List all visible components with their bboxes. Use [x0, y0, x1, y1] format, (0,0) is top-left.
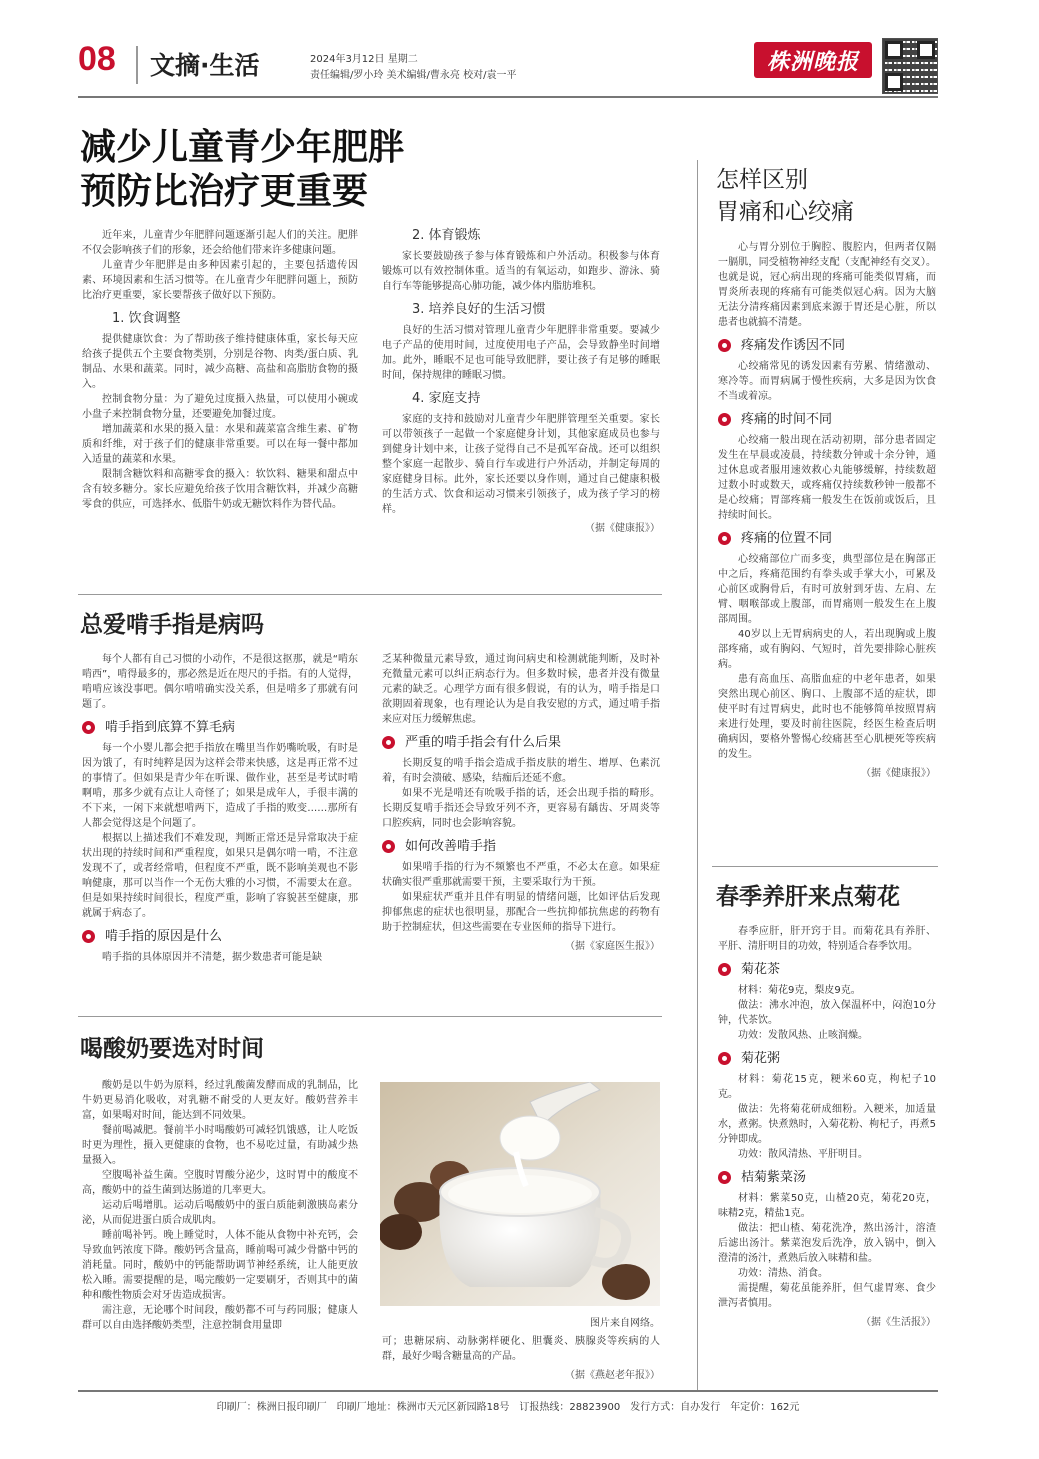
- red-bullet-icon: [718, 1171, 731, 1184]
- footer-info: 印刷厂：株洲日报印刷厂 印刷厂地址：株洲市天元区新园路18号 订报热线：28823900 发行方式：自办发行 年定价：162元: [216, 1402, 800, 1413]
- red-bullet-icon: [718, 339, 731, 352]
- body-paragraph: 做法：先将菊花研成细粉。入粳米，加适量水，煮粥。快煮熟时，入菊花粉、枸杞子，再煮5分钟即成。: [718, 1104, 936, 1145]
- body-paragraph: 需提醒，菊花虽能养肝，但气虚胃寒、食少泄泻者慎用。: [718, 1283, 936, 1309]
- article4-body: [718, 240, 936, 781]
- body-paragraph: 患有高血压、高脂血症的中老年患者，如果突然出现心前区、胸口、上腹部不适的症状，即使平时有过胃病史，此时也不能够简单按照胃病来进行处理，要及时前往医院，经医生检查后明确病因，要格外警惕心绞痛甚至心肌梗死等疾病的发生。: [718, 674, 936, 760]
- subheading: 疼痛的位置不同: [718, 531, 936, 546]
- body-paragraph: 心绞痛一般出现在活动初期，部分患者固定发生在早晨或凌晨，持续数分钟或十余分钟，通过休息或者服用速效救心丸能够缓解，持续数超过数小时或数天，或疼痛仅持续数秒钟一般都不是心绞痛；胃部疼痛一般发生在饭前或饭后，且持续时间长。: [718, 435, 936, 521]
- red-bullet-icon: [718, 963, 731, 976]
- body-paragraph: 心与胃分别位于胸腔、腹腔内，但两者仅隔一膈肌，同受植物神经支配（支配神经有交叉）。也就是说，冠心病出现的疼痛可能类似胃痛，而胃炎所表现的疼痛有可能类似冠心病。因为大脑无法分清疼痛因素到底来源于胃还是心脏，所以患者也就搞不清楚。: [718, 242, 936, 328]
- body-paragraph: 如果啃手指的行为不频繁也不严重，不必太在意。如果症状确实很严重那就需要干预，主要采取行为干预。: [382, 862, 660, 888]
- column-divider: [697, 160, 698, 1390]
- main-article-col2: [382, 226, 660, 536]
- main-title-line2: 预防比治疗更重要: [80, 171, 369, 212]
- body-paragraph: 提供健康饮食：为了帮助孩子维持健康体重，家长每天应给孩子提供五个主要食物类别，分别是谷物、肉类/蛋白质、乳制品、水果和蔬菜。同时，减少高糖、高盐和高脂肪食物的摄入。: [82, 334, 358, 390]
- editors-line: 责任编辑/罗小玲 美术编辑/曹永亮 校对/袁一平: [310, 70, 517, 81]
- body-paragraph: 需注意，无论哪个时间段，酸奶都不可与药同服；健康人群可以自由选择酸奶类型，注意控制食用量即: [82, 1305, 358, 1331]
- subheading: 啃手指的原因是什么: [82, 929, 358, 944]
- photo-caption: 图片来自网络。: [590, 1318, 660, 1329]
- body-paragraph: 材料：菊花9克，梨皮9克。: [738, 985, 861, 996]
- subheading: 疼痛发作诱因不同: [718, 338, 936, 353]
- body-paragraph: 运动后喝增肌。运动后喝酸奶中的蛋白质能刺激胰岛素分泌，从而促进蛋白质合成肌肉。: [82, 1200, 358, 1226]
- body-paragraph: 控制食物分量：为了避免过度摄入热量，可以使用小碗或小盘子来控制食物分量，还要避免加餐过度。: [82, 394, 358, 420]
- article4-title-line1: 怎样区别: [716, 167, 808, 193]
- header-divider: [136, 46, 138, 84]
- subheading: 菊花粥: [718, 1051, 936, 1066]
- subheading: 啃手指到底算不算毛病: [82, 720, 358, 735]
- body-paragraph: 酸奶是以牛奶为原料，经过乳酸菌发酵而成的乳制品，比牛奶更易消化吸收，对乳糖不耐受的人更友好。酸奶营养丰富，如果喝对时间，能达到不同效果。: [82, 1080, 358, 1121]
- red-bullet-icon: [82, 930, 95, 943]
- intro-paragraph: 儿童青少年肥胖是由多种因素引起的，主要包括遗传因素、环境因素和生活习惯等。在儿童青少年肥胖问题上，预防比治疗更重要，家长要帮孩子做好以下预防。: [82, 260, 358, 301]
- article5-title: 春季养肝来点菊花: [716, 884, 900, 910]
- body-paragraph: 睡前喝补钙。晚上睡觉时，人体不能从食物中补充钙，会导致血钙浓度下降。酸奶钙含量高，睡前喝可减少骨骼中钙的消耗量。同时，酸奶中的钙能帮助调节神经系统，让人能更放松入睡。需要提醒的是，喝完酸奶一定要刷牙，否则其中的菌种和酸性物质会对牙齿造成损害。: [82, 1230, 358, 1301]
- main-title-line1: 减少儿童青少年肥胖: [80, 127, 405, 168]
- body-paragraph: 心绞痛部位广而多变，典型部位是在胸部正中之后，疼痛范围约有拳头或手掌大小，可累及心前区或胸骨后，有时可放射到牙齿、左肩、左臂、咽喉部或上腹部，而胃痛则一般发生在上腹部周围。: [718, 554, 936, 625]
- body-paragraph: 如果症状严重并且伴有明显的情绪问题，比如评估后发现抑郁焦虑的症状也很明显，那配合一些抗抑郁抗焦虑的药物有助于控制症状，但这些需要在专业医师的指导下进行。: [382, 892, 660, 933]
- section-heading: 1. 饮食调整: [112, 311, 181, 326]
- red-bullet-icon: [718, 1052, 731, 1065]
- page-number: 08: [78, 40, 116, 78]
- body-paragraph: 材料：紫菜50克，山楂20克，菊花20克，味精2克，精盐1克。: [718, 1193, 936, 1219]
- body-paragraph: 做法：把山楂、菊花洗净，熬出汤汁，溶渣后滤出汤汁。紫菜泡发后洗净，放入锅中，倒入澄清的汤汁，煮熟后放入味精和盐。: [718, 1223, 936, 1264]
- footer-rule: [78, 1390, 938, 1392]
- article-source: （据《家庭医生报》）: [565, 941, 660, 952]
- body-paragraph: 根据以上描述我们不难发现，判断正常还是异常取决于症状出现的持续时间和严重程度，如果只是偶尔啃一啃，不注意发现不了，或者经常啃，但程度不严重，既不影响美观也不影响健康，那可以当作一个无伤大雅的小习惯，不需要太在意。但是如果持续时间很长，程度严重，影响了容貌甚至健康，那就属于病态了。: [82, 833, 358, 919]
- body-paragraph: 良好的生活习惯对管理儿童青少年肥胖非常重要。要减少电子产品的使用时间，过度使用电子产品，会导致静坐时间增加。此外，睡眠不足也可能导致肥胖，要让孩子有足够的睡眠时间，保持规律的睡眠习惯。: [382, 325, 660, 381]
- subheading: 桔菊紫菜汤: [718, 1170, 936, 1185]
- body-paragraph: 做法：沸水冲泡，放入保温杯中，闷泡10分钟，代茶饮。: [718, 1000, 936, 1026]
- subheading: 疼痛的时间不同: [718, 412, 936, 427]
- body-paragraph: 功效：散风清热、平肝明目。: [738, 1149, 868, 1160]
- yogurt-photo: [380, 1082, 660, 1306]
- article-source: （据《生活报》）: [861, 1317, 936, 1328]
- article-source: （据《燕赵老年报》）: [565, 1370, 660, 1381]
- section-heading: 4. 家庭支持: [412, 391, 481, 406]
- subheading: 严重的啃手指会有什么后果: [382, 735, 660, 750]
- red-bullet-icon: [718, 413, 731, 426]
- column-rule: [78, 594, 662, 595]
- body-paragraph: 空腹喝补益生菌。空腹时胃酸分泌少，这时胃中的酸度不高，酸奶中的益生菌到达肠道的几率更大。: [82, 1170, 358, 1196]
- section-heading: 3. 培养良好的生活习惯: [412, 302, 546, 317]
- article2-col2: [382, 652, 660, 954]
- article-source: （据《健康报》）: [861, 768, 936, 779]
- issue-date: 2024年3月12日 星期二: [310, 54, 418, 65]
- article2-col1: [82, 652, 358, 965]
- article2-title: 总爱啃手指是病吗: [80, 612, 264, 638]
- body-paragraph: 每个人都有自己习惯的小动作，不是很这抠那，就是“啃东啃西”，啃得最多的，那必然是近在咫尺的手指。有的人觉得，啃啃应该没事吧。偶尔啃啃确实没关系，但是啃多了那就有问题了。: [82, 654, 358, 710]
- masthead-text: 株洲晚报: [766, 48, 859, 75]
- body-paragraph: 乏某种微量元素导致，通过询问病史和检测就能判断，及时补充微量元素可以纠正病态行为。但多数时候，患者并没有微量元素的缺乏。心理学方面有很多假说，有的认为，啃手指是口欲期固着现象，也有理论认为是自我安慰的方式，通过啃手指来应对压力缓解焦虑。: [382, 654, 660, 725]
- body-paragraph: 家庭的支持和鼓励对儿童青少年肥胖管理至关重要。家长可以带领孩子一起做一个家庭健身计划，其他家庭成员也参与到健身计划中来，让孩子觉得自己不是孤军奋战。还可以组织整个家庭一起散步、骑自行车或进行户外活动，并制定每周的家庭健身目标。此外，家长还要以身作则，通过自己健康积极的生活方式、饮食和运动习惯来引领孩子，成为孩子学习的榜样。: [382, 414, 660, 515]
- body-paragraph: 心绞痛常见的诱发因素有劳累、情绪激动、寒冷等。而胃病属于慢性疾病，大多是因为饮食不当或着凉。: [718, 361, 936, 402]
- article-source: （据《健康报》）: [585, 523, 660, 534]
- body-paragraph: 长期反复的啃手指会造成手指皮肤的增生、增厚、色素沉着，有时会溃破、感染，结痂后还延不愈。: [382, 758, 660, 784]
- header-rule: [78, 96, 938, 98]
- intro-paragraph: 近年来，儿童青少年肥胖问题逐渐引起人们的关注。肥胖不仅会影响孩子们的形象，还会给他们带来许多健康问题。: [82, 230, 358, 256]
- body-paragraph: 春季应肝，肝开窍于目。而菊花具有养肝、平肝、清肝明目的功效，特别适合春季饮用。: [718, 926, 936, 952]
- section-title: 文摘·生活: [150, 51, 260, 80]
- main-article-title: [80, 126, 640, 214]
- body-paragraph: 餐前喝减肥。餐前半小时喝酸奶可减轻饥饿感，让人吃饭时更为理性，摄入更健康的食物，也不易吃过量，有助减少热量摄入。: [82, 1125, 358, 1166]
- article3-col2: [382, 1334, 660, 1383]
- yogurt-cup-image: [380, 1082, 660, 1306]
- body-paragraph: 材料：菊花15克，粳米60克，枸杞子10克。: [718, 1074, 936, 1100]
- main-article-col1: [82, 228, 358, 512]
- article4-title-line2: 胃痛和心绞痛: [716, 199, 854, 225]
- column-rule: [78, 1016, 662, 1017]
- article4-title: [716, 164, 946, 228]
- body-paragraph: 如果不光是啃还有吮吸手指的话，还会出现手指的畸形。长期反复啃手指还会导致牙列不齐，更容易有龋齿、牙周炎等口腔疾病，同时也会影响容貌。: [382, 788, 660, 829]
- body-paragraph: 增加蔬菜和水果的摄入量：水果和蔬菜富含维生素、矿物质和纤维，对于孩子们的健康非常重要。可以在每一餐中都加入适量的蔬菜和水果。: [82, 424, 358, 465]
- body-paragraph: 可；患糖尿病、动脉粥样硬化、胆囊炎、胰腺炎等疾病的人群，最好少喝含糖量高的产品。: [382, 1336, 660, 1362]
- column-rule: [712, 866, 938, 867]
- article3-col1: [82, 1078, 358, 1333]
- article3-title: 喝酸奶要选对时间: [80, 1036, 264, 1062]
- article5-body: [718, 924, 936, 1330]
- red-bullet-icon: [82, 721, 95, 734]
- body-paragraph: 功效：发散风热、止咳润燥。: [738, 1030, 868, 1041]
- body-paragraph: 功效：清热、消食。: [738, 1268, 828, 1279]
- body-paragraph: 家长要鼓励孩子参与体育锻炼和户外活动。积极参与体育锻炼可以有效控制体重。适当的有氧运动，如跑步、游泳、骑自行车等能够提高心肺功能，减少体内脂肪堆积。: [382, 251, 660, 292]
- masthead-logo: [754, 42, 872, 78]
- red-bullet-icon: [382, 736, 395, 749]
- body-paragraph: 啃手指的具体原因并不清楚，据少数患者可能是缺: [102, 952, 322, 963]
- red-bullet-icon: [718, 532, 731, 545]
- body-paragraph: 40岁以上无胃病病史的人，若出现胸或上腹部疼痛，或有胸闷、气短时，首先要排除心脏疾病。: [718, 629, 936, 670]
- body-paragraph: 限制含糖饮料和高糖零食的摄入：软饮料、糖果和甜点中含有较多糖分。家长应避免给孩子饮用含糖饮料，并减少高糖零食的供应，可选择水、低脂牛奶或无糖饮料作为替代品。: [82, 469, 358, 510]
- subheading: 如何改善啃手指: [382, 839, 660, 854]
- qr-code-icon: [882, 38, 938, 94]
- section-heading: 2. 体育锻炼: [412, 228, 481, 243]
- page-header: [78, 38, 938, 94]
- red-bullet-icon: [382, 840, 395, 853]
- subheading: 菊花茶: [718, 962, 936, 977]
- body-paragraph: 每一个小婴儿都会把手指放在嘴里当作奶嘴吮吸，有时是因为饿了，有时纯粹是因为这样会带来快感，这是再正常不过的事情了。但如果是青少年在听课、做作业，甚至是考试时啃啊啃，那多少就有点让人奇怪了；如果是成年人，手很丰满的不下来，一闲下来就想啃两下，造成了手指的败变……那所有人都会觉得这是个问题了。: [82, 743, 358, 829]
